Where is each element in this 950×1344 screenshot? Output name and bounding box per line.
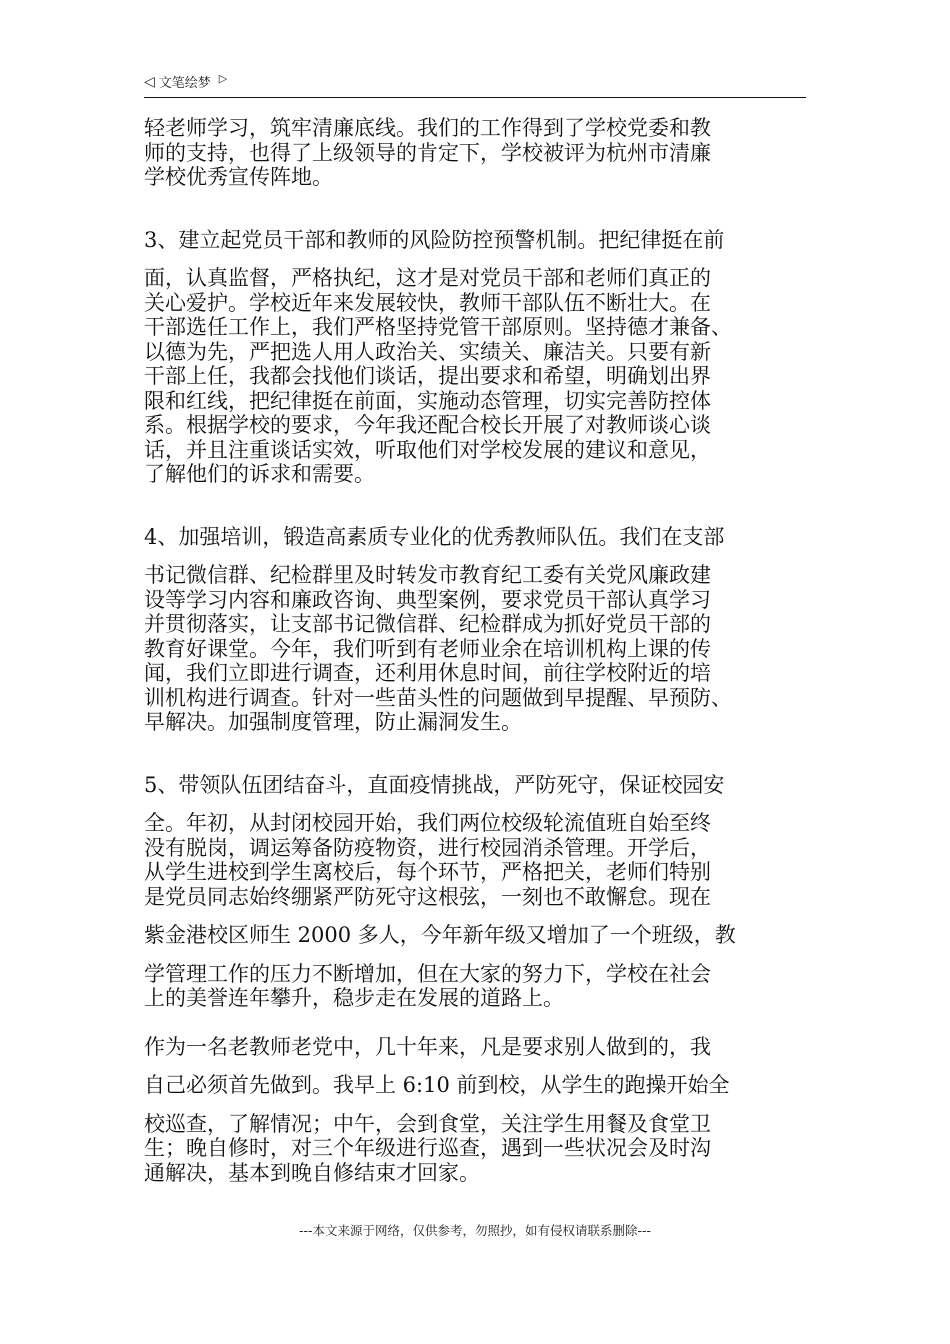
text-line: 教育好课堂。今年，我们听到有老师业余在培训机构上课的传 <box>144 636 711 661</box>
page-header <box>144 72 806 98</box>
paragraph-5 <box>144 1035 806 1186</box>
text-line: 面，认真监督，严格执纪，这才是对党员干部和老师们真正的 <box>144 266 711 290</box>
header-divider <box>144 97 806 98</box>
text-line: 是党员同志始终绷紧严防死守这根弦，一刻也不敢懈怠。现在 <box>144 884 711 909</box>
text-line: 作为一名老教师老党中，几十年来，凡是要求别人做到的，我 <box>144 1034 711 1059</box>
text-line: 以德为先，严把选人用人政治关、实绩关、廉洁关。只要有新 <box>144 339 711 364</box>
text-line: 校巡查，了解情况；中午，会到食堂，关注学生用餐及食堂卫 <box>144 1111 711 1136</box>
text-line: 轻老师学习，筑牢清廉底线。我们的工作得到了学校党委和教 <box>144 116 711 140</box>
section-heading-4: 4、加强培训，锻造高素质专业化的优秀教师队伍。我们在支部 <box>144 524 725 549</box>
text-line: 学管理工作的压力不断增加，但在大家的努力下，学校在社会 <box>144 961 711 986</box>
text-line: 话，并且注重谈话实效，听取他们对学校发展的建议和意见， <box>144 437 711 462</box>
text-line: 设等学习内容和廉政咨询、典型案例，要求党员干部认真学习 <box>144 587 711 612</box>
text-line: 早解决。加强制度管理，防止漏洞发生。 <box>144 710 522 734</box>
text-line: 并贯彻落实，让支部书记微信群、纪检群成为抓好党员干部的 <box>144 612 711 636</box>
section-heading-5: 5、带领队伍团结奋斗，直面疫情挑战，严防死守，保证校园安 <box>144 772 725 797</box>
header-brand: 文笔绘梦 <box>158 76 211 91</box>
text-line: 通解决，基本到晚自修结束才回家。 <box>144 1160 480 1185</box>
text-line: 上的美誉连年攀升，稳步走在发展的道路上。 <box>144 986 564 1010</box>
paragraph-1 <box>144 116 806 190</box>
paragraph-3 <box>144 525 806 735</box>
page-footer-disclaimer: ---本文来源于网络，仅供参考，勿照抄，如有侵权请联系删除--- <box>298 1223 652 1238</box>
text-line: 从学生进校到学生离校后，每个环节，严格把关，老师们特别 <box>144 860 711 884</box>
right-triangle-icon: ▷ <box>218 72 228 85</box>
text-line: 闻，我们立即进行调查，还利用休息时间，前往学校附近的培 <box>144 661 711 685</box>
text-line: 干部选任工作上，我们严格坚持党管干部原则。坚持德才兼备、 <box>144 315 732 339</box>
text-line: 关心爱护。学校近年来发展较快，教师干部队伍不断壮大。在 <box>144 290 711 315</box>
text-line: 自己必须首先做到。我早上 6:10 前到校，从学生的跑操开始全 <box>144 1073 730 1097</box>
text-line: 全。年初，从封闭校园开始，我们两位校级轮流值班自始至终 <box>144 811 711 835</box>
text-line: 干部上任，我都会找他们谈话，提出要求和希望，明确划出界 <box>144 364 711 388</box>
section-heading-3: 3、建立起党员干部和教师的风险防控预警机制。把纪律挺在前 <box>144 227 725 252</box>
document-body <box>144 116 806 1185</box>
text-line: 学校优秀宣传阵地。 <box>144 165 333 189</box>
text-line: 训机构进行调查。针对一些苗头性的问题做到早提醒、早预防、 <box>144 685 732 710</box>
text-line: 生；晚自修时，对三个年级进行巡查，遇到一些状况会及时沟 <box>144 1136 711 1160</box>
left-triangle-icon: ◁ <box>144 73 155 90</box>
text-line: 了解他们的诉求和需要。 <box>144 462 375 486</box>
text-line: 书记微信群、纪检群里及时转发市教育纪工委有关党风廉政建 <box>144 563 711 587</box>
text-line: 系。根据学校的要求，今年我还配合校长开展了对教师谈心谈 <box>144 413 711 437</box>
text-line: 限和红线，把纪律挺在前面，实施动态管理，切实完善防控体 <box>144 388 711 413</box>
paragraph-4 <box>144 773 806 1011</box>
text-line: 师的支持，也得了上级领导的肯定下，学校被评为杭州市清廉 <box>144 140 711 165</box>
text-line: 没有脱岗，调运筹备防疫物资，进行校园消杀管理。开学后， <box>144 835 711 860</box>
text-line: 紫金港校区师生 2000 多人，今年新年级又增加了一个班级，教 <box>144 923 736 947</box>
paragraph-2 <box>144 228 806 487</box>
